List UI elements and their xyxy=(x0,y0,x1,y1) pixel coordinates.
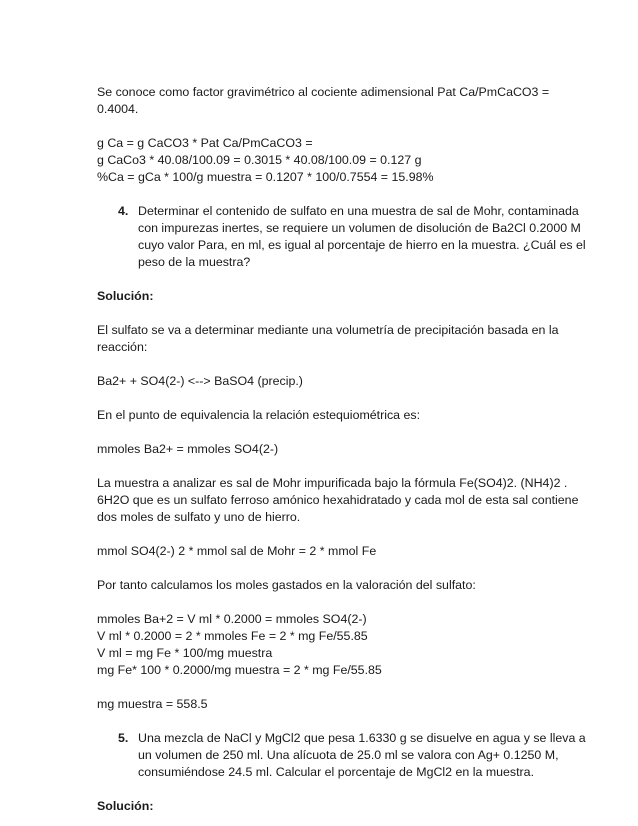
calc-line: V ml = mg Fe * 100/mg muestra xyxy=(97,646,273,660)
document-content xyxy=(97,84,589,815)
solution-heading: Solución: xyxy=(97,289,154,303)
result-line: mg muestra = 558.5 xyxy=(97,697,208,711)
calc-line: g Ca = g CaCO3 * Pat Ca/PmCaCO3 = xyxy=(97,136,313,150)
sulfate-method-paragraph: El sulfato se va a determinar mediante una volumetría de precipitación basada en la reacción: xyxy=(97,323,559,354)
mmol-relation: mmol SO4(2-) 2 * mmol sal de Mohr = 2 * mmol Fe xyxy=(97,544,377,558)
solution-heading: Solución: xyxy=(97,799,154,813)
problem-text: Determinar el contenido de sulfato en una muestra de sal de Mohr, contaminada con impurezas inertes, se requiere un volumen de disolución de Ba2Cl 0.2000 M cuyo valor Para, en ml, es igual al porcentaje de hierro en la muestra. ¿Cuál es el peso de la muestra? xyxy=(138,204,586,269)
calc-line: mg Fe* 100 * 0.2000/mg muestra = 2 * mg Fe/55.85 xyxy=(97,663,382,677)
calc-line: V ml * 0.2000 = 2 * mmoles Fe = 2 * mg Fe/55.85 xyxy=(97,629,368,643)
reaction-equation: Ba2+ + SO4(2-) <--> BaSO4 (precip.) xyxy=(97,374,303,388)
calc-line: mmoles Ba+2 = V ml * 0.2000 = mmoles SO4(2-) xyxy=(97,612,367,626)
calc-intro: Por tanto calculamos los moles gastados en la valoración del sulfato: xyxy=(97,578,476,592)
problem-4 xyxy=(97,203,589,271)
problem-5 xyxy=(97,730,589,781)
problem-number: 5. xyxy=(118,731,129,745)
problem-number: 4. xyxy=(118,204,129,218)
intro-gravimetric-paragraph: Se conoce como factor gravimétrico al cociente adimensional Pat Ca/PmCaCO3 = 0.4004. xyxy=(97,85,550,116)
sulfate-calculation-block xyxy=(97,611,589,679)
mohr-salt-description: La muestra a analizar es sal de Mohr impurificada bajo la fórmula Fe(SO4)2. (NH4)2 . 6H2O que es un sulfato ferroso amónico hexahidratado y cada mol de esta sal contiene dos moles de sulfato y uno de hierro. xyxy=(97,476,579,524)
equivalence-equation: mmoles Ba2+ = mmoles SO4(2-) xyxy=(97,442,279,456)
equivalence-intro: En el punto de equivalencia la relación estequiométrica es: xyxy=(97,408,421,422)
calcium-calculation-block xyxy=(97,135,589,186)
calc-line: %Ca = gCa * 100/g muestra = 0.1207 * 100/0.7554 = 15.98% xyxy=(97,170,434,184)
calc-line: g CaCo3 * 40.08/100.09 = 0.3015 * 40.08/100.09 = 0.127 g xyxy=(97,153,422,167)
problem-text: Una mezcla de NaCl y MgCl2 que pesa 1.6330 g se disuelve en agua y se lleva a un volumen de 250 ml. Una alícuota de 25.0 ml se valora con Ag+ 0.1250 M, consumiéndose 24.5 ml. Calcular el porcentaje de MgCl2 en la muestra. xyxy=(138,731,586,779)
